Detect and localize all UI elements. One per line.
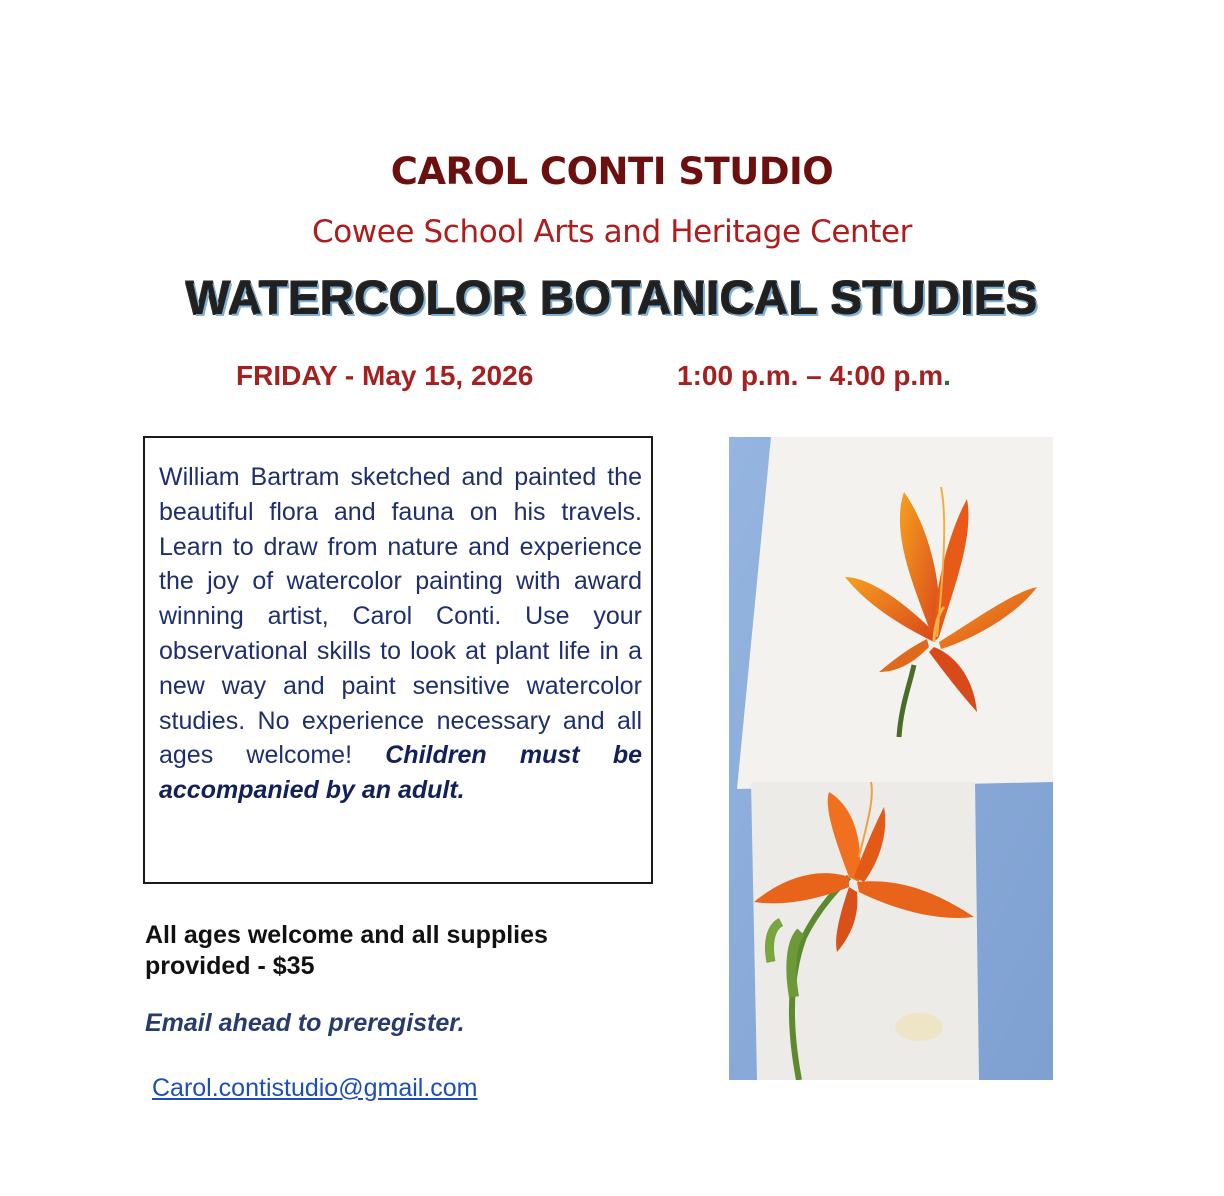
class-title: WATERCOLOR BOTANICAL STUDIES — [185, 271, 1039, 324]
studio-name: CAROL CONTI STUDIO — [390, 150, 834, 193]
lily-watercolor-photo — [729, 437, 1053, 1080]
event-time-period: . — [943, 360, 951, 391]
description-text — [159, 460, 642, 808]
event-date: FRIDAY - May 15, 2026 — [236, 360, 534, 391]
event-time — [677, 360, 951, 392]
event-time-range: 1:00 p.m. – 4:00 p.m — [677, 360, 944, 391]
children-notice: Children must be accompanied by an adult. — [159, 741, 642, 805]
supplies-price: All ages welcome and all supplies provided - $35 — [145, 921, 548, 980]
preregister-note: Email ahead to preregister. — [145, 1009, 465, 1037]
venue-name: Cowee School Arts and Heritage Center — [311, 214, 913, 250]
description-body: William Bartram sketched and painted the beautiful flora and fauna on his travels. Learn to draw from nature and experience the joy of watercolor painting with award winning artist, Carol Conti. Use your observational skills to look at plant life in a new way and paint sensitive watercolor studies. No experience necessary and all ages welcome! — [159, 463, 642, 770]
email-link[interactable]: Carol.contistudio@gmail.com — [152, 1074, 478, 1102]
